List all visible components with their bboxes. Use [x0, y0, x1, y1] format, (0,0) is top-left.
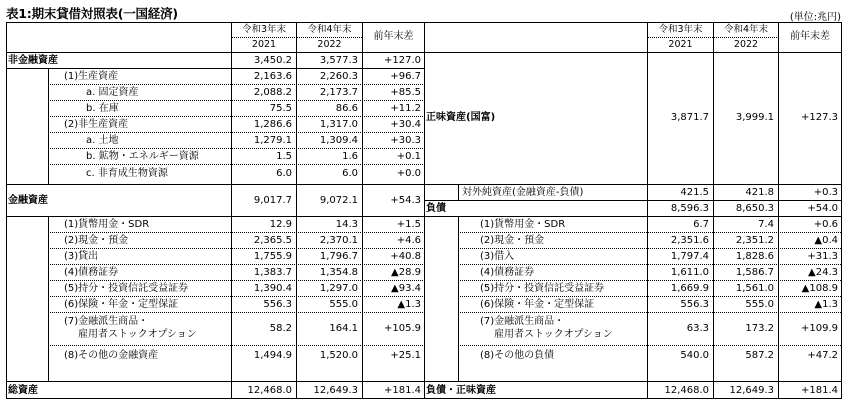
row-value-2022: 6.0 — [342, 168, 358, 179]
row-value-2021: 3,450.2 — [253, 55, 292, 66]
row-value-2021: 1,279.1 — [253, 135, 292, 146]
row-label: (7)金融派生商品・ — [480, 316, 565, 327]
row-value-2021: 540.0 — [680, 350, 709, 361]
row-label: 総資産 — [8, 385, 38, 396]
row-value-2022: 1,354.8 — [319, 267, 358, 278]
row-value-2022: 14.3 — [335, 219, 358, 230]
row-label: 対外純資産(金融資産-負債) — [462, 187, 584, 198]
row-value-2021: 12,468.0 — [664, 385, 709, 396]
row-label: a. 固定資産 — [86, 87, 139, 98]
row-value-2022: 12,649.3 — [729, 385, 774, 396]
row-diff: +47.2 — [807, 350, 838, 361]
row-diff: +0.3 — [813, 187, 838, 198]
row-diff: ▲1.3 — [814, 299, 838, 310]
row-label: (1)貨幣用金・SDR — [64, 219, 150, 230]
row-value-2021: 1,383.7 — [253, 267, 292, 278]
row-diff: +96.7 — [390, 71, 421, 82]
row-value-2022: 1,828.6 — [735, 251, 774, 262]
row-value-2022: 1,796.7 — [319, 251, 358, 262]
row-label: b. 在庫 — [86, 103, 119, 114]
row-value-2022: 1,317.0 — [319, 119, 358, 130]
row-label: (2)非生産資産 — [64, 119, 129, 130]
row-diff: +54.3 — [390, 195, 421, 206]
row-label: 負債・正味資産 — [426, 385, 496, 396]
row-value-2022: 173.2 — [745, 323, 774, 334]
row-diff: +31.3 — [807, 251, 838, 262]
row-value-2022: 421.8 — [745, 187, 774, 198]
row-value-2021: 2,365.5 — [253, 235, 292, 246]
row-label: (5)持分・投資信託受益証券 — [480, 283, 605, 294]
row-label: (5)持分・投資信託受益証券 — [64, 283, 189, 294]
row-value-2022: 7.4 — [758, 219, 774, 230]
row-diff: ▲108.9 — [801, 283, 838, 294]
row-value-2021: 75.5 — [269, 103, 292, 114]
row-diff: +181.4 — [800, 385, 838, 396]
row-value-2021: 2,163.6 — [253, 71, 292, 82]
row-diff: ▲93.4 — [391, 283, 421, 294]
row-value-2021: 1,286.6 — [253, 119, 292, 130]
row-value-2021: 1,669.9 — [670, 283, 709, 294]
header-year1: 2021 — [251, 39, 277, 50]
header-year2: 2022 — [733, 39, 759, 50]
table-title: 表1:期末貸借対照表(一国経済) — [6, 6, 178, 21]
row-label: 非金融資産 — [8, 55, 58, 66]
row-value-2022: 1.6 — [342, 151, 358, 162]
row-value-2021: 1,611.0 — [670, 267, 709, 278]
row-label-line2: 雇用者ストックオプション — [78, 329, 197, 340]
row-value-2022: 2,370.1 — [319, 235, 358, 246]
row-label: (1)貨幣用金・SDR — [480, 219, 566, 230]
header-year2-era: 令和4年末 — [723, 24, 769, 35]
row-label: (2)現金・預金 — [480, 235, 545, 246]
row-value-2022: 555.0 — [329, 299, 358, 310]
row-value-2022: 12,649.3 — [313, 385, 358, 396]
row-label: (6)保険・年金・定型保証 — [64, 299, 179, 310]
header-year2: 2022 — [317, 39, 342, 50]
row-value-2021: 421.5 — [680, 187, 709, 198]
row-diff: +0.1 — [396, 151, 421, 162]
row-label: 金融資産 — [8, 195, 48, 206]
balance-sheet-table — [6, 22, 842, 400]
row-value-2022: 1,520.0 — [319, 350, 358, 361]
row-diff: +30.3 — [390, 135, 421, 146]
row-value-2021: 8,596.3 — [670, 203, 709, 214]
row-label: (1)生産資産 — [64, 71, 119, 82]
row-value-2021: 2,351.6 — [670, 235, 709, 246]
row-label: a. 土地 — [86, 135, 119, 146]
row-value-2021: 1,390.4 — [253, 283, 292, 294]
row-value-2021: 556.3 — [263, 299, 292, 310]
row-label: (8)その他の負債 — [480, 350, 555, 361]
row-diff: +54.0 — [807, 203, 838, 214]
row-value-2022: 9,072.1 — [319, 195, 358, 206]
header-diff: 前年末差 — [373, 31, 414, 42]
row-diff: +1.5 — [396, 219, 421, 230]
row-label: (4)債務証券 — [64, 267, 119, 278]
row-diff: +105.9 — [383, 323, 421, 334]
row-label: (8)その他の金融資産 — [64, 350, 159, 361]
row-diff: +127.0 — [383, 55, 421, 66]
row-value-2021: 556.3 — [680, 299, 709, 310]
row-value-2021: 9,017.7 — [253, 195, 292, 206]
row-value-2021: 1,494.9 — [253, 350, 292, 361]
row-value-2022: 1,586.7 — [735, 267, 774, 278]
header-year2-era: 令和4年末 — [307, 24, 352, 35]
row-label: (3)貸出 — [64, 251, 99, 262]
row-value-2022: 86.6 — [335, 103, 358, 114]
row-value-2021: 3,871.7 — [670, 112, 709, 123]
row-value-2021: 1,755.9 — [253, 251, 292, 262]
row-value-2021: 6.0 — [276, 168, 292, 179]
row-diff: ▲28.9 — [391, 267, 421, 278]
row-diff: ▲1.3 — [397, 299, 421, 310]
unit-label: (単位:兆円) — [789, 12, 841, 23]
row-value-2022: 2,260.3 — [319, 71, 358, 82]
row-value-2021: 12.9 — [269, 219, 292, 230]
row-diff: +0.0 — [396, 168, 421, 179]
row-label: (3)借入 — [480, 251, 515, 262]
row-label: c. 非育成生物資源 — [86, 168, 168, 179]
row-diff: +25.1 — [390, 350, 421, 361]
row-value-2022: 8,650.3 — [735, 203, 774, 214]
row-value-2021: 1.5 — [276, 151, 292, 162]
row-value-2021: 63.3 — [686, 323, 709, 334]
row-label: (2)現金・預金 — [64, 235, 129, 246]
row-label: 負債 — [426, 203, 446, 214]
row-label: (6)保険・年金・定型保証 — [480, 299, 595, 310]
row-label: (7)金融派生商品・ — [64, 316, 149, 327]
row-diff: +85.5 — [390, 87, 421, 98]
row-label: b. 鉱物・エネルギー資源 — [86, 151, 199, 162]
row-label-line2: 雇用者ストックオプション — [494, 329, 613, 340]
row-value-2022: 1,561.0 — [735, 283, 774, 294]
row-value-2021: 58.2 — [269, 323, 292, 334]
row-value-2022: 1,297.0 — [319, 283, 358, 294]
row-value-2022: 3,577.3 — [319, 55, 358, 66]
row-value-2022: 3,999.1 — [735, 112, 774, 123]
row-diff: +109.9 — [800, 323, 838, 334]
row-label: (4)債務証券 — [480, 267, 535, 278]
row-diff: ▲24.3 — [808, 267, 838, 278]
header-year1-era: 令和3年末 — [658, 24, 703, 35]
row-diff: +181.4 — [383, 385, 421, 396]
row-value-2022: 164.1 — [329, 323, 358, 334]
row-diff: +30.4 — [390, 119, 421, 130]
row-diff: +0.6 — [813, 219, 838, 230]
row-value-2021: 12,468.0 — [247, 385, 292, 396]
header-year1-era: 令和3年末 — [241, 24, 287, 35]
row-value-2021: 6.7 — [693, 219, 709, 230]
row-value-2021: 1,797.4 — [670, 251, 709, 262]
row-value-2022: 555.0 — [745, 299, 774, 310]
row-value-2022: 587.2 — [745, 350, 774, 361]
header-year1: 2021 — [668, 39, 693, 50]
header-diff: 前年末差 — [790, 31, 830, 42]
row-diff: +4.6 — [396, 235, 421, 246]
row-value-2021: 2,088.2 — [253, 87, 292, 98]
row-diff: +40.8 — [390, 251, 421, 262]
row-value-2022: 2,173.7 — [319, 87, 358, 98]
row-value-2022: 2,351.2 — [735, 235, 774, 246]
row-diff: +11.2 — [390, 103, 421, 114]
row-label: 正味資産(国富) — [426, 112, 496, 123]
row-diff: ▲0.4 — [814, 235, 838, 246]
row-diff: +127.3 — [800, 112, 838, 123]
row-value-2022: 1,309.4 — [319, 135, 358, 146]
